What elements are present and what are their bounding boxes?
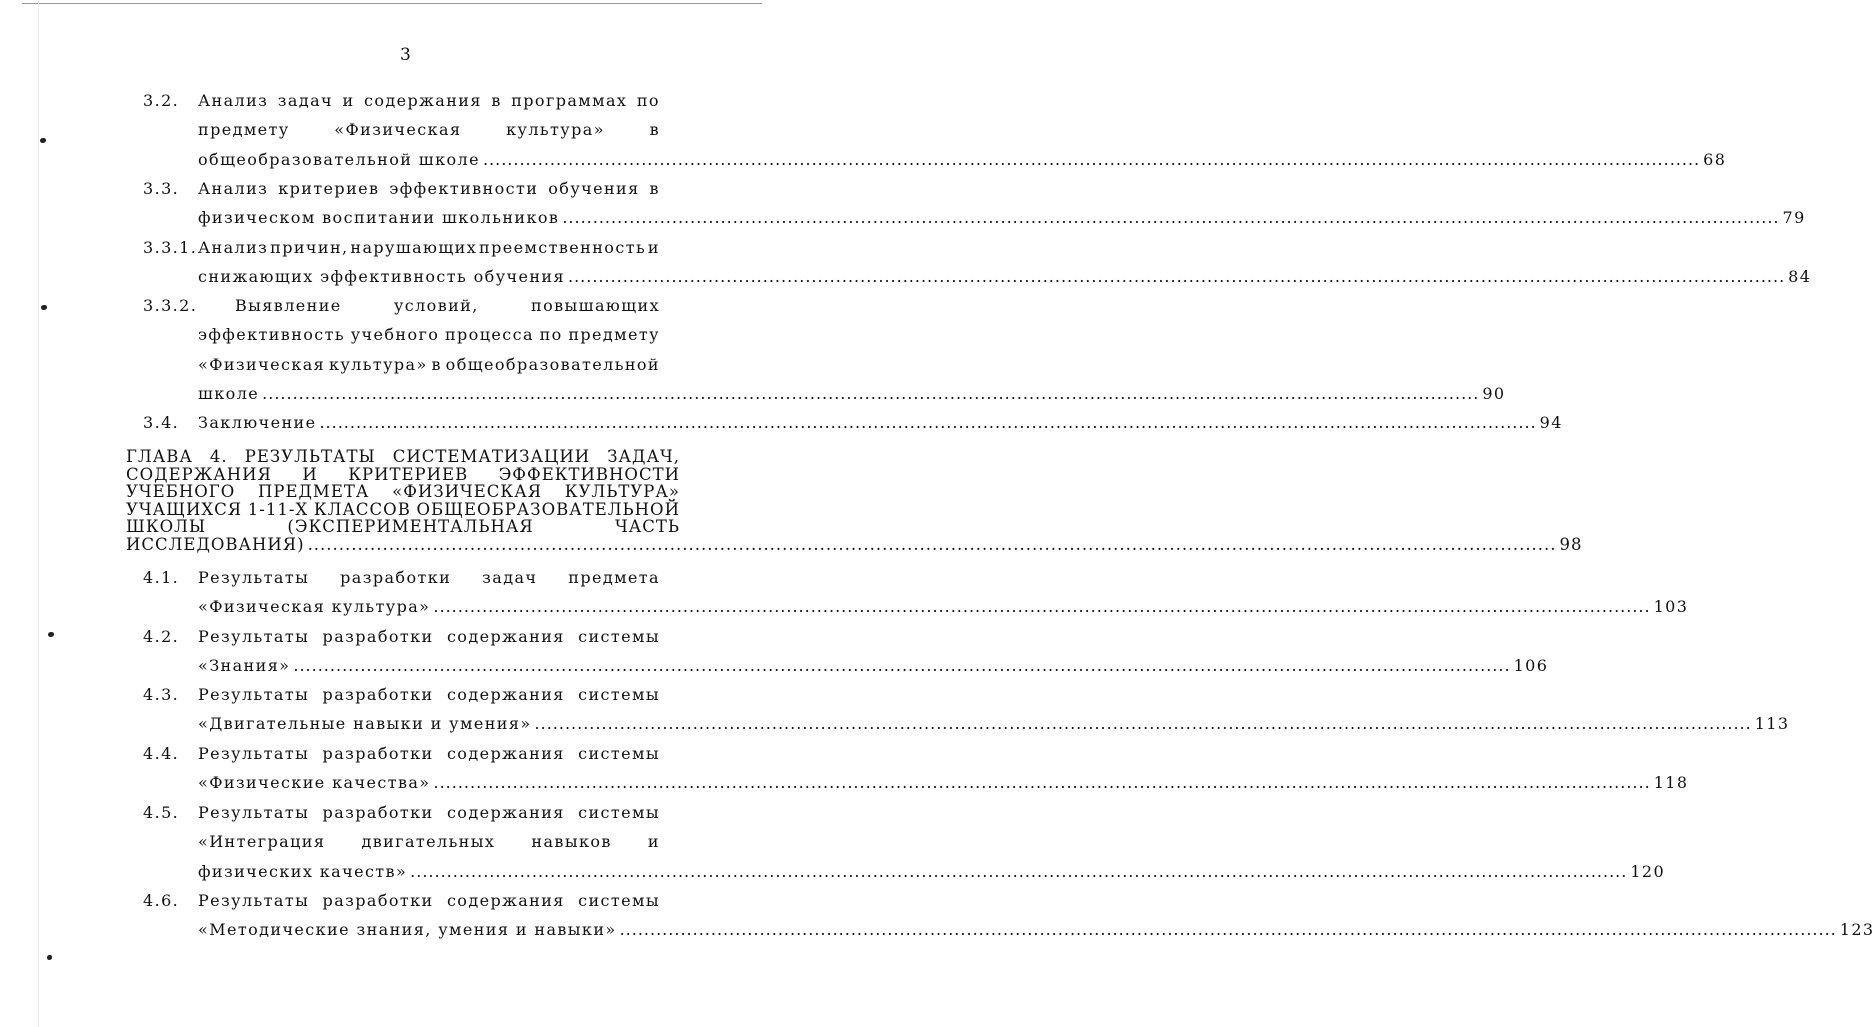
word: преемственность	[479, 238, 647, 257]
word: предмета	[568, 568, 660, 587]
chapter-heading	[126, 447, 1583, 554]
chapter-heading-line	[126, 466, 680, 484]
dot-leader: ........................................................................................................................................................................................................	[534, 714, 1752, 734]
entry-title-line	[198, 739, 660, 768]
entry-page: 79	[1782, 208, 1806, 228]
word: нарушающих	[350, 238, 478, 257]
entry-number: 4.3.	[143, 685, 180, 704]
word: ЭФФЕКТИВНОСТИ	[498, 464, 680, 484]
entry-leader-line	[198, 651, 1549, 680]
word: 1-11-Х	[247, 499, 309, 519]
scan-speck	[47, 955, 52, 960]
word: учебного	[350, 325, 440, 345]
entry-leader-line	[198, 592, 1689, 621]
chapter-title-last: ИССЛЕДОВАНИЯ)	[126, 534, 305, 554]
word: «ФИЗИЧЕСКАЯ	[392, 482, 543, 501]
dot-leader: ........................................................................................................................................................................................................	[293, 656, 1511, 676]
word: содержания	[446, 685, 565, 704]
word: ОБЩЕОБРАЗОВАТЕЛЬНОЙ	[416, 499, 680, 519]
entry-page: 118	[1653, 773, 1689, 793]
word: ЧАСТЬ	[614, 517, 680, 536]
word: «Физическая	[198, 354, 326, 374]
entry-leader-line	[198, 768, 1689, 797]
entry-number: 3.4.	[143, 413, 180, 432]
word: обучения	[548, 179, 640, 198]
word: по	[636, 91, 660, 110]
word: системы	[578, 891, 660, 910]
word: в	[649, 179, 660, 198]
word: ЗАДАЧ,	[607, 447, 680, 466]
word: в	[491, 91, 502, 110]
entry-page: 113	[1754, 714, 1790, 734]
dot-leader: ........................................................................................................................................................................................................	[619, 920, 1837, 940]
word: системы	[578, 627, 660, 646]
entry-leader-line	[198, 262, 1812, 291]
word: Выявление	[235, 296, 342, 315]
word: СОДЕРЖАНИЯ	[126, 464, 272, 484]
entry-page: 90	[1482, 383, 1506, 403]
entry-title-line	[198, 115, 660, 144]
word: предмету	[198, 120, 290, 140]
entry-title-last: «Физическая культура»	[198, 597, 431, 617]
word: Анализ	[198, 238, 269, 257]
entry-leader-line	[198, 379, 1506, 408]
word: системы	[578, 803, 660, 822]
word: Анализ	[198, 179, 269, 198]
word: процесса	[444, 325, 534, 345]
entry-title-last: «Двигательные навыки и умения»	[198, 714, 532, 734]
entry-title-line	[198, 350, 660, 379]
entry-number: 3.3.1.	[143, 238, 198, 257]
word: в	[431, 354, 442, 374]
word: разработки	[322, 685, 434, 704]
word: СИСТЕМАТИЗАЦИИ	[392, 447, 591, 466]
word: культура»	[328, 354, 428, 374]
entry-page: 106	[1513, 656, 1549, 676]
entry-number: 3.3.	[143, 179, 180, 198]
word: ГЛАВА	[126, 447, 193, 466]
entry-number: 4.5.	[143, 803, 180, 822]
entry-title-last: снижающих эффективность обучения	[198, 267, 565, 287]
entry-number: 4.6.	[143, 891, 180, 910]
word: повышающих	[531, 296, 660, 315]
word: и	[647, 238, 660, 257]
entry-leader-line	[198, 203, 1806, 232]
word: и	[647, 832, 660, 852]
entry-page: 68	[1703, 149, 1727, 169]
word: УЧЕБНОГО	[126, 482, 236, 501]
word: критериев	[278, 179, 380, 198]
word: Результаты	[198, 627, 310, 646]
word: Результаты	[198, 568, 310, 587]
dot-leader: ........................................................................................................................................................................................................	[482, 149, 1701, 169]
word: Результаты	[198, 891, 310, 910]
entry-leader-line	[198, 709, 1790, 738]
dot-leader: ........................................................................................................................................................................................................	[567, 267, 1786, 287]
word: УЧАЩИХСЯ	[126, 499, 243, 519]
word: (ЭКСПЕРИМЕНТАЛЬНАЯ	[287, 517, 534, 536]
word: КЛАССОВ	[313, 499, 411, 519]
word: эффективность	[198, 325, 346, 345]
entry-title-last: «Методические знания, умения и навыки»	[198, 920, 617, 940]
word: Результаты	[198, 685, 310, 704]
entry-title-line	[198, 563, 660, 592]
chapter-heading-line	[126, 518, 680, 536]
word: разработки	[340, 568, 452, 587]
word: «Интеграция	[198, 832, 326, 852]
word: условий,	[393, 296, 479, 315]
entry-title-line	[198, 233, 660, 262]
word: навыков	[531, 832, 612, 852]
entry-leader-line	[198, 857, 1666, 886]
entry-leader-line	[198, 145, 1727, 174]
word: содержания	[446, 803, 565, 822]
word: «Физическая	[334, 120, 462, 140]
entry-title-line	[198, 320, 660, 349]
chapter-heading-line	[126, 501, 680, 519]
scan-speck	[40, 138, 46, 143]
word: РЕЗУЛЬТАТЫ	[244, 447, 376, 466]
word: системы	[578, 685, 660, 704]
dot-leader: ........................................................................................................................................................................................................	[319, 413, 1537, 432]
scan-speck	[41, 305, 47, 310]
dot-leader: ........................................................................................................................................................................................................	[410, 861, 1628, 881]
entry-page: 103	[1653, 597, 1689, 617]
word: и	[342, 91, 355, 110]
entry-title-line	[198, 798, 660, 827]
word: эффективности	[389, 179, 539, 198]
entry-title-line	[235, 291, 660, 320]
entry-number: 4.1.	[143, 568, 180, 587]
word: ШКОЛЫ	[126, 517, 207, 536]
word: разработки	[322, 891, 434, 910]
word: содержания	[446, 744, 565, 763]
word: двигательных	[361, 832, 496, 852]
word: предмету	[568, 325, 660, 345]
entry-title-last: школе	[198, 383, 260, 403]
word: содержания	[446, 627, 565, 646]
chapter-page: 98	[1559, 534, 1583, 554]
top-rule	[22, 3, 762, 4]
entry-title-last: «Физические качества»	[198, 773, 431, 793]
entry-page: 123	[1839, 920, 1875, 940]
entry-title-line	[198, 622, 660, 651]
entry-title-last: физическом воспитании школьников	[198, 208, 560, 228]
entry-title-line	[198, 174, 660, 203]
dot-leader: ........................................................................................................................................................................................................	[433, 597, 1651, 617]
page-number: 3	[400, 45, 411, 65]
entry-leader-line	[198, 915, 1875, 944]
word: И	[302, 464, 318, 484]
entry-page: 94	[1539, 413, 1563, 432]
entry-title-last: общеобразовательной школе	[198, 149, 480, 169]
chapter-heading-line	[126, 483, 680, 501]
entry-title-last: физических качеств»	[198, 861, 408, 881]
word: причин,	[270, 238, 349, 257]
word: КРИТЕРИЕВ	[348, 464, 469, 484]
entry-title-line	[198, 827, 660, 856]
word: системы	[578, 744, 660, 763]
entry-title-line	[198, 886, 660, 915]
dot-leader: ........................................................................................................................................................................................................	[262, 383, 1480, 403]
word: в	[649, 120, 660, 140]
dot-leader: ........................................................................................................................................................................................................	[307, 534, 1557, 554]
word: Результаты	[198, 744, 310, 763]
entry-title-last: «Знания»	[198, 656, 291, 676]
word: разработки	[322, 744, 434, 763]
word: по	[539, 325, 563, 345]
entry-number: 3.3.2.	[143, 296, 198, 315]
entry-title-line	[198, 680, 660, 709]
word: содержания	[364, 91, 482, 110]
entry-leader-line	[198, 408, 1563, 437]
word: Результаты	[198, 803, 310, 822]
word: Анализ	[198, 91, 269, 110]
chapter-leader-line	[126, 534, 1583, 554]
word: задач	[482, 568, 538, 587]
entry-page: 120	[1630, 861, 1666, 881]
word: разработки	[322, 627, 434, 646]
scan-edge	[38, 0, 39, 1027]
word: содержания	[446, 891, 565, 910]
word: программах	[511, 91, 628, 110]
dot-leader: ........................................................................................................................................................................................................	[433, 773, 1651, 793]
word: разработки	[322, 803, 434, 822]
word: задач	[277, 91, 333, 110]
entry-number: 4.2.	[143, 627, 180, 646]
scan-speck	[48, 632, 54, 637]
word: культура»	[506, 120, 605, 140]
word: ПРЕДМЕТА	[257, 482, 370, 501]
entry-title-line	[198, 86, 660, 115]
chapter-heading-line	[126, 448, 680, 466]
entry-page: 84	[1788, 267, 1812, 287]
entry-number: 3.2.	[143, 91, 180, 110]
word: общеобразовательной	[445, 354, 660, 374]
entry-number: 4.4.	[143, 744, 180, 763]
entry-title-last: Заключение	[198, 413, 317, 432]
dot-leader: ........................................................................................................................................................................................................	[562, 208, 1780, 228]
word: 4.	[209, 447, 228, 466]
word: КУЛЬТУРА»	[564, 482, 680, 501]
